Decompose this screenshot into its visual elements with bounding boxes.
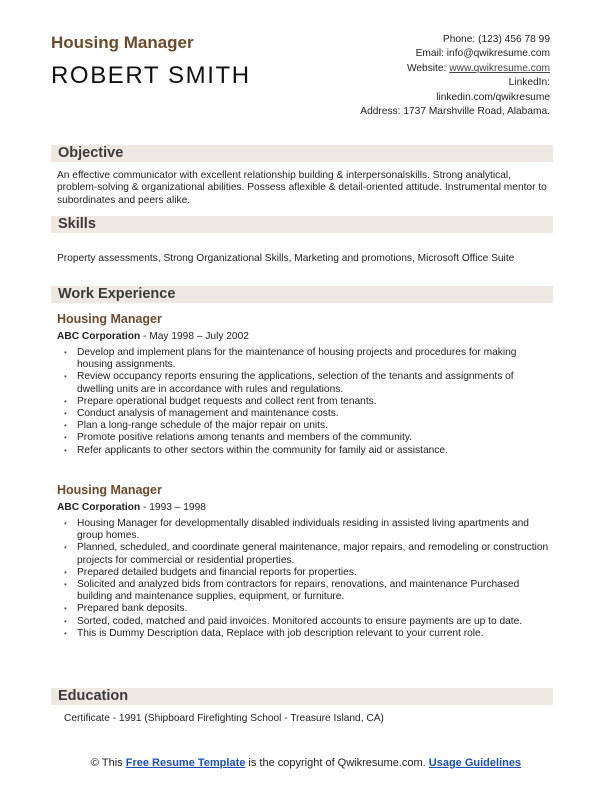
job-2-title: Housing Manager xyxy=(57,483,162,497)
job-1-company-line xyxy=(57,331,249,342)
list-item: • Conduct analysis of management and maintenance costs. xyxy=(57,408,549,420)
list-item: • Plan a long-range schedule of the major repair on units. xyxy=(57,420,549,432)
contact-phone xyxy=(310,33,550,47)
list-item: • Refer applicants to other sectors within the community for family aid or assistance. xyxy=(57,445,549,457)
list-item: • Sorted, coded, matched and paid invoices. Monitored accounts to ensure payments are up to date. xyxy=(57,616,549,628)
phone-value: (123) 456 78 99 xyxy=(478,34,550,45)
list-item: • Planned, scheduled, and coordinate general maintenance, major repairs, and remodeling or construction projects for commercial or residential properties. xyxy=(57,542,549,566)
list-item: • Develop and implement plans for the maintenance of housing projects and procedures for making housing assignments. xyxy=(57,347,549,371)
education-text: Certificate - 1991 (Shipboard Firefighting School - Treasure Island, CA) xyxy=(64,713,384,724)
contact-email xyxy=(310,47,550,61)
job-1-company: ABC Corporation xyxy=(57,331,141,342)
linkedin-label: LinkedIn: xyxy=(508,77,550,89)
list-item: • Prepared bank deposits. xyxy=(57,603,549,615)
contact-website xyxy=(310,62,550,76)
header-job-title: Housing Manager xyxy=(51,33,194,52)
job-1-dates: - May 1998 – July 2002 xyxy=(140,331,249,342)
contact-address xyxy=(310,105,550,119)
website-label: Website: xyxy=(406,62,447,74)
contact-block xyxy=(310,33,550,119)
education-section-header xyxy=(51,688,553,705)
job-2-company-line xyxy=(57,502,206,513)
job-1-title: Housing Manager xyxy=(57,312,162,326)
copyright-footer xyxy=(0,757,612,770)
skills-text: Property assessments, Strong Organizational Skills, Marketing and promotions, Microsoft Office Suite xyxy=(57,253,515,264)
job-2-bullets xyxy=(57,518,549,640)
address-value: 1737 Marshville Road, Alabama. xyxy=(403,106,550,118)
email-label: Email: xyxy=(415,48,444,60)
job-1-bullets xyxy=(57,347,549,457)
skills-section-header xyxy=(51,216,553,233)
phone-label: Phone: xyxy=(442,34,476,45)
list-item: • Housing Manager for developmentally disabled individuals residing in assisted living apartments and group homes. xyxy=(57,518,549,542)
skills-heading: Skills xyxy=(58,216,96,232)
email-value: info@qwikresume.com xyxy=(446,48,550,60)
experience-heading: Work Experience xyxy=(58,286,176,302)
list-item: • This is Dummy Description data, Replace with job description relevant to your current role. xyxy=(57,628,549,640)
list-item: • Prepare operational budget requests and collect rent from tenants. xyxy=(57,396,549,408)
objective-heading: Objective xyxy=(58,145,124,161)
objective-text: An effective communicator with excellent relationship building & interpersonalskills. Strong analytical, problem-solving & organizational abilities. Possess aflexible & detail-oriented attitude. Instrumental mentor to subordinates and peers alike. xyxy=(57,170,547,206)
linkedin-value: linkedin.com/qwikresume xyxy=(436,91,550,103)
education-heading: Education xyxy=(58,688,129,704)
usage-guidelines-link[interactable]: Usage Guidelines xyxy=(428,757,522,769)
contact-linkedin-value-row xyxy=(310,91,550,105)
experience-section-header xyxy=(51,286,553,303)
candidate-name: ROBERT SMITH xyxy=(51,62,251,89)
objective-section-header xyxy=(51,145,553,162)
footer-middle: is the copyright of Qwikresume.com. xyxy=(245,757,429,769)
job-2-company: ABC Corporation xyxy=(57,502,141,513)
footer-prefix: © This xyxy=(90,757,126,769)
contact-linkedin-label-row xyxy=(310,76,550,90)
list-item: • Solicited and analyzed bids from contractors for repairs, renovations, and maintenance Purchased building and maintenance supplies, equipment, or furniture. xyxy=(57,579,549,603)
free-resume-template-link[interactable]: Free Resume Template xyxy=(125,757,246,769)
list-item: • Review occupancy reports ensuring the applications, selection of the tenants and assignments of dwelling units are in accordance with rules and regulations. xyxy=(57,371,549,395)
list-item: • Prepared detailed budgets and financial reports for properties. xyxy=(57,567,549,579)
website-link[interactable]: www.qwikresume.com xyxy=(449,62,550,74)
address-label: Address: xyxy=(360,106,401,118)
job-2-dates: - 1993 – 1998 xyxy=(140,502,206,513)
list-item: • Promote positive relations among tenants and members of the community. xyxy=(57,432,549,444)
